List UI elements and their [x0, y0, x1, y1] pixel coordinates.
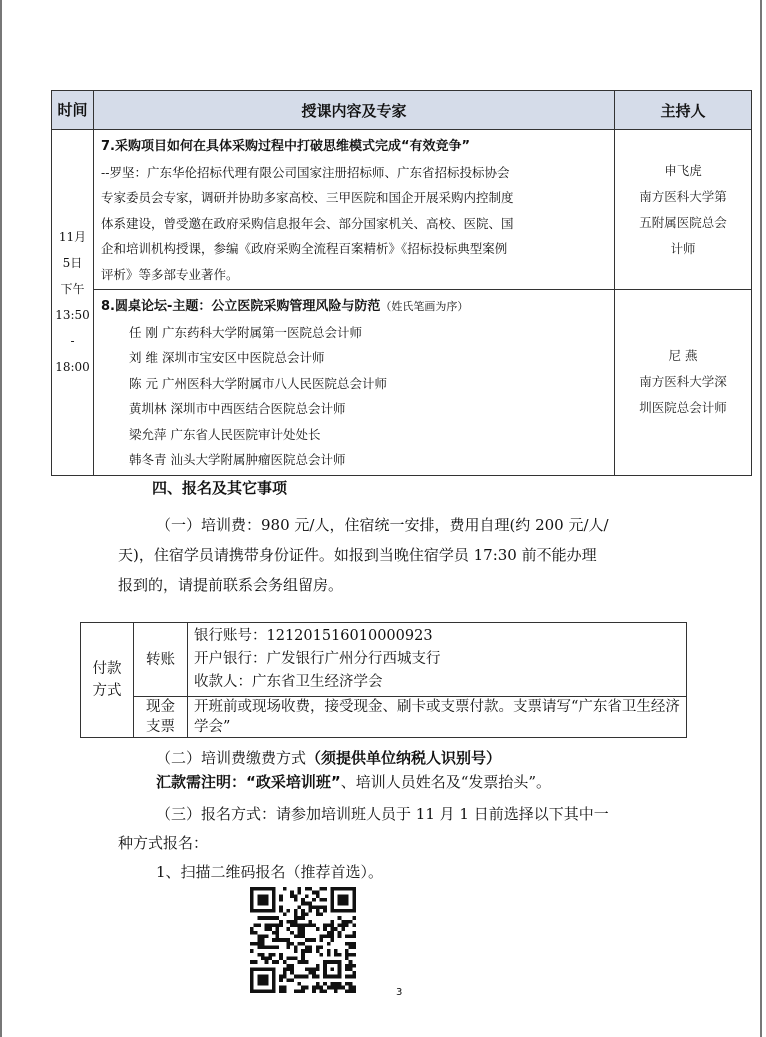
host-line: 五附属医院总会 — [639, 214, 727, 230]
session-8-title — [101, 294, 610, 320]
qr-code[interactable] — [250, 887, 356, 993]
page-frame-right — [760, 0, 762, 1037]
session-7-line: --罗坚：广东华伦招标代理有限公司国家注册招标师、广东省招标投标协会 — [101, 164, 510, 180]
time-line: 5日 — [62, 256, 83, 271]
session-7-title: 7.采购项目如何在具体采购过程中打破思维模式完成“有效竞争” — [101, 139, 471, 154]
time-line: 11月 — [58, 230, 87, 245]
transfer-details — [188, 623, 687, 697]
header-host: 主持人 — [615, 91, 752, 130]
payment-label-line: 付款 — [92, 661, 122, 677]
host-line: 南方医科大学深 — [639, 374, 727, 390]
page-frame-left — [0, 0, 2, 1037]
register-line: 种方式报名： — [118, 834, 209, 852]
bank-name: 开户银行：广发银行广州分行西城支行 — [194, 651, 441, 667]
page-number: 3 — [396, 987, 403, 998]
cash-label — [134, 697, 188, 738]
session-7-content — [94, 130, 615, 290]
session-7-line: 专家委员会专家，调研并协助多家高校、三甲医院和国企开展采购内控制度 — [101, 190, 514, 205]
session-8-title-note: （姓氏笔画为序） — [380, 300, 469, 313]
session-7-line: 评析》等多部专业著作。 — [101, 266, 239, 282]
session-7-line: 体系建设，曾受邀在政府采购信息报年会、部分国家机关、高校、医院、国 — [101, 215, 514, 231]
remit-bold: 汇款需注明：“政采培训班” — [156, 773, 341, 791]
remit-line — [156, 772, 551, 792]
transfer-label: 转账 — [134, 623, 188, 697]
fee-method-text: （二）培训费缴费方式 — [156, 749, 307, 767]
fee-paragraph-line: 天)，住宿学员请携带身份证件。如报到当晚住宿学员 17:30 前不能办理 — [118, 546, 597, 564]
schedule-header-row — [52, 91, 752, 130]
payee: 收款人：广东省卫生经济学会 — [194, 674, 383, 690]
panelist: 韩冬青 汕头大学附属肿瘤医院总会计师 — [129, 452, 346, 467]
payment-transfer-row — [81, 623, 687, 697]
time-cell — [52, 130, 94, 476]
fee-method-line — [156, 748, 501, 768]
schedule-table — [51, 90, 752, 476]
panelist: 任 刚 广东药科大学附属第一医院总会计师 — [129, 324, 362, 340]
header-time: 时间 — [52, 91, 94, 130]
register-line: （三）报名方式：请参加培训班人员于 11 月 1 日前选择以下其中一 — [156, 805, 609, 823]
session-8-title-text: 8.圆桌论坛-主题：公立医院采购管理风险与防范 — [101, 299, 381, 314]
host-line: 尼 燕 — [668, 348, 698, 364]
fee-method-bold: （须提供单位纳税人识别号） — [306, 749, 502, 767]
host-line: 南方医科大学第 — [639, 188, 727, 204]
payment-cash-row — [81, 697, 687, 738]
header-content: 授课内容及专家 — [94, 91, 615, 130]
session-7-line: 企和培训机构授课，参编《政府采购全流程百案精析》《招标投标典型案例 — [101, 241, 508, 256]
session-7-host — [615, 130, 752, 290]
fee-paragraph-line: 报到的，请提前联系会务组留房。 — [118, 576, 344, 594]
session-8-content — [94, 290, 615, 476]
session-8-host — [615, 290, 752, 476]
panelist: 陈 元 广州医科大学附属市八人民医院总会计师 — [129, 375, 387, 391]
time-line: - — [70, 334, 75, 349]
host-line: 计师 — [670, 240, 696, 256]
host-line: 圳医院总会计师 — [639, 400, 727, 416]
cash-label-line: 支票 — [146, 719, 175, 735]
panelist: 梁允萍 广东省人民医院审计处处长 — [129, 426, 321, 442]
time-line: 18:00 — [55, 360, 90, 375]
panelist: 黄圳林 深圳市中西医结合医院总会计师 — [129, 401, 346, 416]
host-line: 申飞虎 — [664, 162, 702, 178]
panelist: 刘 维 深圳市宝安区中医院总会计师 — [129, 350, 325, 365]
bank-account: 银行账号：121201516010000923 — [194, 628, 433, 644]
session-7-row — [52, 130, 752, 290]
payment-table — [80, 622, 687, 738]
payment-label-line: 方式 — [92, 683, 122, 699]
time-line: 下午 — [60, 282, 85, 297]
payment-label — [81, 623, 134, 738]
section-heading: 四、报名及其它事项 — [152, 479, 288, 497]
time-line: 13:50 — [55, 308, 90, 323]
remit-rest: 、培训人员姓名及“发票抬头”。 — [340, 773, 552, 791]
qr-instruction: 1、扫描二维码报名（推荐首选）。 — [156, 863, 384, 881]
fee-paragraph-line: （一）培训费：980 元/人，住宿统一安排，费用自理(约 200 元/人/ — [156, 516, 609, 534]
session-8-row — [52, 290, 752, 476]
cash-details: 开班前或现场收费，接受现金、刷卡或支票付款。支票请写“广东省卫生经济学会” — [188, 697, 687, 738]
cash-label-line: 现金 — [146, 699, 175, 715]
